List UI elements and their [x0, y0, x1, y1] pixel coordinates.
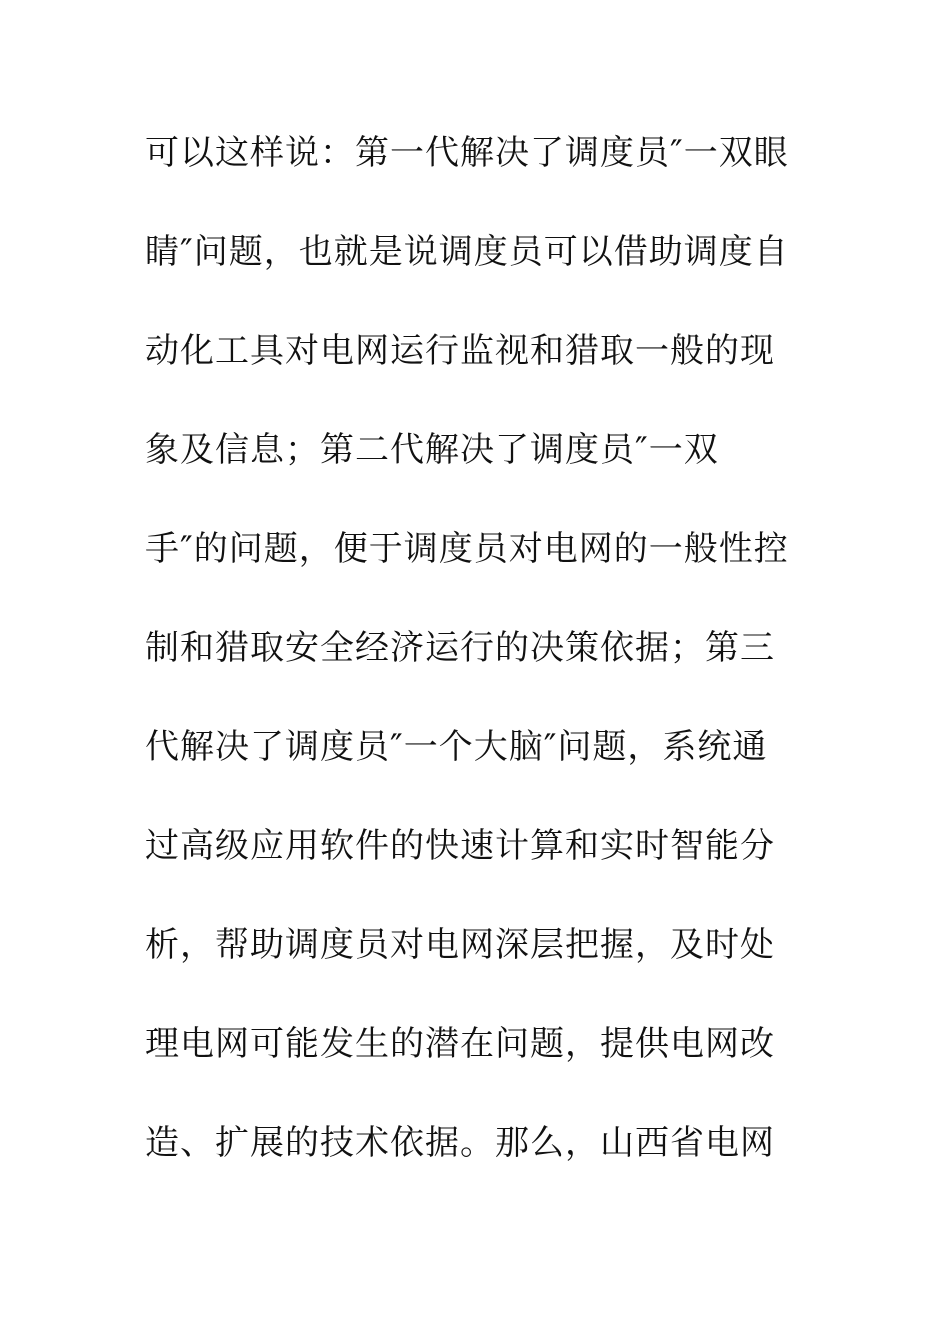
text-line-10: 理电网可能发生的潜在问题，提供电网改 [145, 1024, 775, 1064]
text-line-3: 动化工具对电网运行监视和猎取一般的现 [145, 331, 775, 371]
body-text [145, 128, 825, 1217]
text-line-7: 代解决了调度员″一个大脑″问题，系统通 [145, 727, 768, 767]
text-line-11: 造、扩展的技术依据。那么，山西省电网 [145, 1123, 775, 1163]
text-line-9: 析，帮助调度员对电网深层把握，及时处 [145, 925, 775, 965]
text-line-8: 过高级应用软件的快速计算和实时智能分 [145, 826, 775, 866]
text-line-2: 睛″问题，也就是说调度员可以借助调度自 [145, 232, 789, 272]
text-line-1: 可以这样说：第一代解决了调度员″一双眼 [145, 133, 789, 173]
text-line-4: 象及信息；第二代解决了调度员″一双 [145, 430, 719, 470]
text-line-6: 制和猎取安全经济运行的决策依据；第三 [145, 628, 775, 668]
text-line-5: 手″的问题，便于调度员对电网的一般性控 [145, 529, 789, 569]
